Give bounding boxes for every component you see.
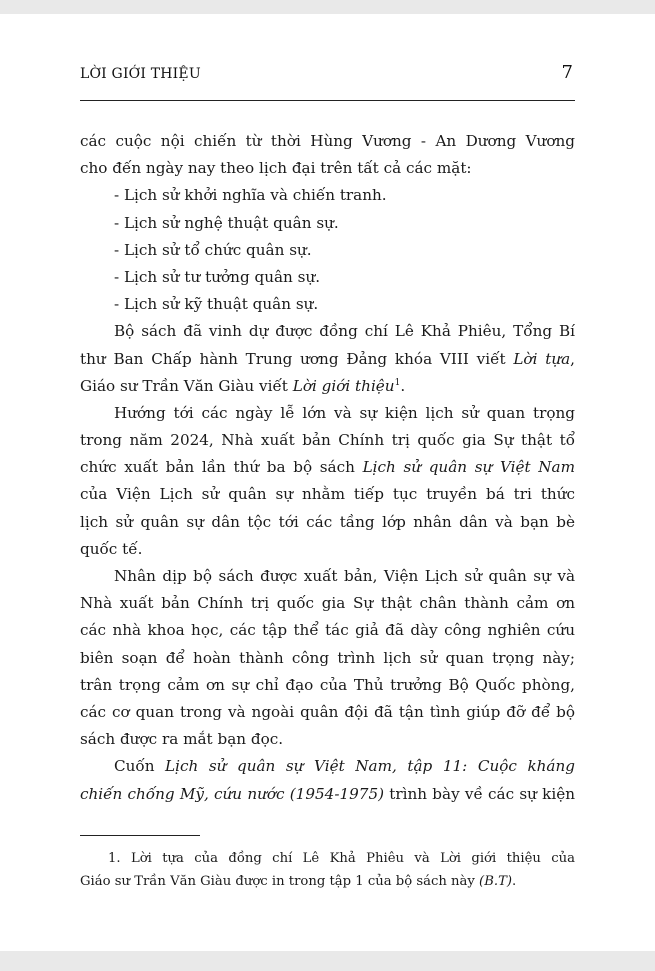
text-line: quốc tế.: [80, 539, 143, 558]
list-item: - Lịch sử khởi nghĩa và chiến tranh.: [114, 186, 387, 205]
text-line: của Viện Lịch sử quân sự nhằm tiếp tục truyền bá tri thức: [80, 485, 575, 504]
header-rule: [80, 100, 575, 101]
footnote-marker: 1: [394, 377, 401, 388]
header-title: LỜI GIỚI THIỆU: [80, 66, 201, 82]
text-span: .: [512, 874, 517, 889]
text-line: [80, 454, 575, 481]
text-span: trình bày về các sự kiện: [384, 784, 575, 803]
editor-note: (B.T): [479, 874, 513, 889]
text-line: Hướng tới các ngày lễ lớn và sự kiện lịch sử quan trọng: [114, 403, 575, 422]
book-title-loi-tua: Lời tựa: [513, 349, 571, 368]
list-item: - Lịch sử kỹ thuật quân sự.: [114, 295, 319, 314]
text-span: Giáo sư Trần Văn Giàu được in trong tập 1 của bộ sách này: [80, 874, 480, 889]
text-line: trong năm 2024, Nhà xuất bản Chính trị quốc gia Sự thật tổ: [80, 431, 575, 450]
text-line: các cuộc nội chiến từ thời Hùng Vương - An Dương Vương: [80, 132, 575, 150]
book-series-title: Lịch sử quân sự Việt Nam: [362, 458, 575, 477]
text-line: Nhân dịp bộ sách được xuất bản, Viện Lịch sử quân sự và: [114, 567, 575, 585]
text-line: sách được ra mắt bạn đọc.: [80, 730, 284, 749]
text-line: cho đến ngày nay theo lịch đại trên tất cả các mặt:: [80, 159, 472, 178]
body-text: [80, 128, 575, 808]
text-line: lịch sử quân sự dân tộc tới các tầng lớp nhân dân và bạn bè: [80, 512, 575, 531]
text-span: .: [400, 376, 406, 395]
text-line: [80, 753, 575, 780]
footnote-line: 1. Lời tựa của đồng chí Lê Khả Phiêu và Lời giới thiệu của: [108, 851, 575, 866]
text-line: [80, 346, 575, 373]
list-item: - Lịch sử tư tưởng quân sự.: [114, 267, 321, 286]
footnote-line: [80, 870, 575, 893]
text-line: Nhà xuất bản Chính trị quốc gia Sự thật chân thành cảm ơn: [80, 594, 575, 613]
text-line: Bộ sách đã vinh dự được đồng chí Lê Khả Phiêu, Tổng Bí: [114, 322, 575, 341]
text-line: các nhà khoa học, các tập thể tác giả đã dày công nghiên cứu: [80, 621, 575, 640]
text-line: trân trọng cảm ơn sự chỉ đạo của Thủ trưởng Bộ Quốc phòng,: [80, 675, 575, 694]
list-item: - Lịch sử nghệ thuật quân sự.: [114, 213, 339, 232]
footnote: [80, 847, 575, 893]
text-span: Cuốn: [114, 757, 166, 776]
text-span: Giáo sư Trần Văn Giàu viết: [80, 376, 293, 395]
text-line: [80, 373, 575, 400]
text-span: thư Ban Chấp hành Trung ương Đảng khóa VIII viết: [80, 349, 514, 368]
text-span: chức xuất bản lần thứ ba bộ sách: [80, 458, 363, 477]
text-span: ,: [570, 349, 575, 368]
book-title-loi-gioi-thieu: Lời giới thiệu: [292, 376, 395, 395]
text-line: [80, 781, 575, 808]
footnote-rule: [80, 835, 200, 836]
volume-title-cont: chiến chống Mỹ, cứu nước (1954-1975): [80, 784, 385, 803]
page-number: 7: [561, 62, 573, 83]
list-item: - Lịch sử tổ chức quân sự.: [114, 240, 312, 259]
volume-title: Lịch sử quân sự Việt Nam, tập 11: Cuộc kháng: [165, 757, 575, 776]
text-line: biên soạn để hoàn thành công trình lịch sử quan trọng này;: [80, 648, 575, 667]
running-header: [80, 62, 575, 88]
text-line: các cơ quan trong và ngoài quân đội đã tận tình giúp đỡ để bộ: [80, 702, 575, 721]
